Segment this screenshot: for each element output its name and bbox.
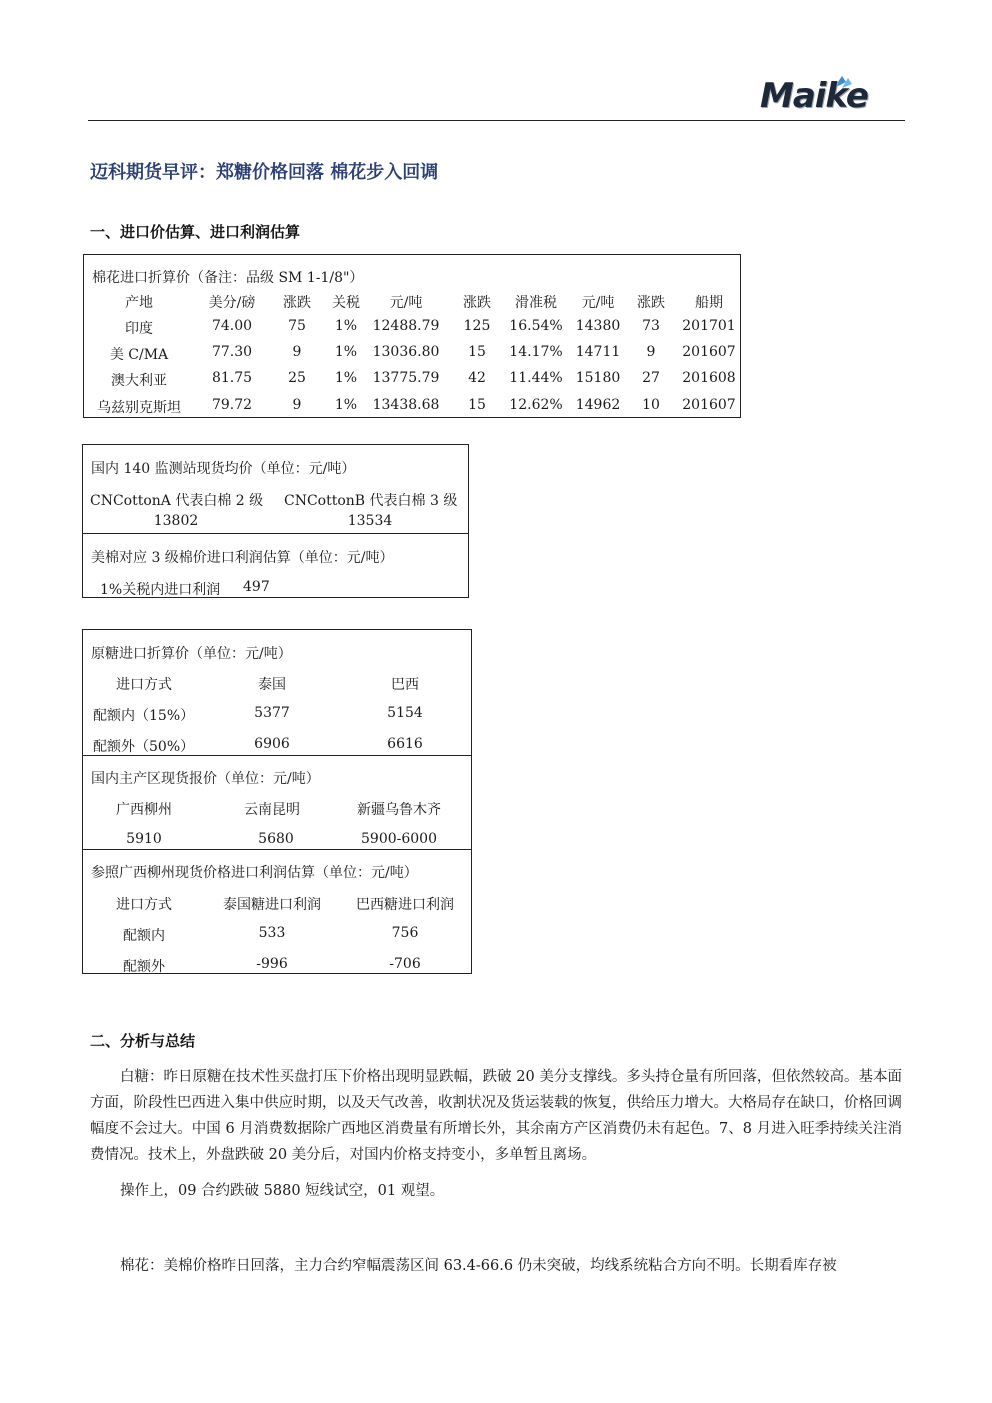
- cotton-import-cell: 25: [288, 370, 306, 386]
- profit-row-value: -996: [256, 956, 288, 972]
- cotton-import-cell: 14.17%: [509, 344, 563, 360]
- cotton-import-cell: 74.00: [211, 318, 253, 334]
- cotton-import-cell: 15180: [575, 370, 621, 386]
- sugar-row-value: 5377: [254, 705, 290, 721]
- cotton-import-cell: 10: [642, 397, 660, 413]
- analysis-cotton-paragraph: 棉花：美棉价格昨日回落，主力合约窄幅震荡区间 63.4-66.6 仍未突破，均线系统粘合方向不明。长期看库存被: [120, 1258, 837, 1274]
- divider: [83, 533, 468, 534]
- cncottona-value: 13802: [153, 513, 199, 529]
- sugar-spot-caption: 国内主产区现货报价（单位：元/吨）: [91, 771, 320, 787]
- cotton-import-cell: 9: [646, 344, 656, 360]
- cotton-import-cell: 201607: [682, 344, 736, 360]
- profit-row-value: -706: [389, 956, 421, 972]
- cotton-import-cell: 12.62%: [509, 397, 563, 413]
- cotton-import-cell: 12488.79: [372, 318, 440, 334]
- cotton-import-header: 美分/磅: [208, 295, 256, 311]
- section-heading-2: 二、分析与总结: [90, 1032, 196, 1050]
- cotton-import-cell: 1%: [334, 370, 358, 386]
- cotton-profit-value: 497: [243, 579, 270, 595]
- sugar-profit-caption: 参照广西柳州现货价格进口利润估算（单位：元/吨）: [91, 865, 418, 881]
- cotton-import-cell: 77.30: [211, 344, 253, 360]
- analysis-sugar-operation: 操作上，09 合约跌破 5880 短线试空，01 观望。: [120, 1183, 445, 1199]
- profit-header-thailand: 泰国糖进口利润: [223, 897, 321, 913]
- cotton-domestic-caption: 国内 140 监测站现货均价（单位：元/吨）: [91, 461, 356, 477]
- cotton-import-header: 产地: [125, 295, 153, 311]
- cncottonb-label: CNCottonB 代表白棉 3 级: [284, 493, 458, 509]
- cotton-import-cell: 81.75: [211, 370, 253, 386]
- sugar-row-value: 6616: [387, 736, 423, 752]
- cotton-import-cell: 13036.80: [372, 344, 440, 360]
- cotton-import-origin: 乌兹别克斯坦: [97, 400, 181, 416]
- profit-row-label: 配额内: [123, 928, 165, 944]
- cotton-import-header: 涨跌: [463, 295, 491, 311]
- header-divider: [88, 120, 905, 121]
- sugar-table: [82, 629, 472, 974]
- cotton-import-cell: 1%: [334, 318, 358, 334]
- cotton-import-cell: 125: [463, 318, 491, 334]
- sugar-header-method: 进口方式: [116, 677, 172, 693]
- divider: [83, 849, 471, 850]
- cotton-import-cell: 14711: [575, 344, 621, 360]
- cotton-import-cell: 14962: [575, 397, 621, 413]
- cotton-import-header: 涨跌: [283, 295, 311, 311]
- logo-text: Maike: [760, 76, 868, 116]
- cotton-import-cell: 201608: [682, 370, 736, 386]
- cotton-import-origin: 澳大利亚: [111, 373, 167, 389]
- cotton-import-origin: 印度: [125, 321, 153, 337]
- spot-value-yunnan: 5680: [258, 831, 294, 847]
- cotton-import-header: 船期: [695, 295, 723, 311]
- cncottonb-value: 13534: [347, 513, 393, 529]
- analysis-sugar-paragraph: 白糖：昨日原糖在技术性买盘打压下价格出现明显跌幅，跌破 20 美分支撑线。多头持仓量有所回落，但依然较高。基本面方面，阶段性巴西进入集中供应时期，以及天气改善，收割状况及货运装载的恢复，供给压力增大。大格局存在缺口，价格回调幅度不会过大。中国 6 月消费数据除广西地区消费量有所增长外，其余南方产区消费仍未有起色。7、8 月进入旺季持续关注消费情况。技术上，外盘跌破 20 美分后，对国内价格支持变小，多单暂且离场。: [90, 1069, 902, 1163]
- spot-header-xinjiang: 新疆乌鲁木齐: [357, 802, 441, 818]
- cotton-import-cell: 42: [468, 370, 486, 386]
- cotton-import-cell: 9: [292, 397, 302, 413]
- cotton-import-header: 涨跌: [637, 295, 665, 311]
- sugar-row-label: 配额内（15%）: [93, 708, 195, 724]
- profit-header-method: 进口方式: [116, 897, 172, 913]
- profit-row-value: 756: [391, 925, 419, 941]
- cotton-import-cell: 27: [642, 370, 660, 386]
- cotton-domestic-table: [82, 444, 469, 598]
- cotton-import-cell: 15: [468, 397, 486, 413]
- cotton-import-header: 元/吨: [389, 295, 423, 311]
- cotton-import-header: 滑准税: [515, 295, 557, 311]
- cotton-import-cell: 11.44%: [509, 370, 563, 386]
- cotton-import-cell: 1%: [334, 397, 358, 413]
- cotton-import-cell: 79.72: [211, 397, 253, 413]
- cotton-import-table: [83, 254, 741, 418]
- profit-row-value: 533: [258, 925, 286, 941]
- spot-header-yunnan: 云南昆明: [244, 802, 300, 818]
- cotton-import-cell: 201607: [682, 397, 736, 413]
- cotton-import-cell: 1%: [334, 344, 358, 360]
- sugar-header-thailand: 泰国: [258, 677, 286, 693]
- cotton-import-cell: 13438.68: [372, 397, 440, 413]
- spot-header-guangxi: 广西柳州: [116, 802, 172, 818]
- cotton-profit-caption: 美棉对应 3 级棉价进口利润估算（单位：元/吨）: [91, 550, 394, 566]
- page-title: 迈科期货早评：郑糖价格回落 棉花步入回调: [90, 162, 439, 183]
- spot-value-guangxi: 5910: [126, 831, 162, 847]
- cotton-import-cell: 15: [468, 344, 486, 360]
- section-heading-1: 一、进口价估算、进口利润估算: [90, 223, 301, 241]
- sugar-row-value: 6906: [254, 736, 290, 752]
- cotton-import-cell: 13775.79: [372, 370, 440, 386]
- cotton-import-origin: 美 C/MA: [109, 347, 169, 363]
- sugar-header-brazil: 巴西: [391, 677, 419, 693]
- cotton-import-cell: 9: [292, 344, 302, 360]
- cotton-import-cell: 16.54%: [509, 318, 563, 334]
- cotton-import-cell: 73: [642, 318, 660, 334]
- cotton-import-header: 元/吨: [581, 295, 615, 311]
- cotton-profit-label: 1%关税内进口利润: [100, 582, 221, 598]
- profit-row-label: 配额外: [123, 959, 165, 975]
- spot-value-xinjiang: 5900-6000: [361, 831, 437, 847]
- sugar-import-caption: 原糖进口折算价（单位：元/吨）: [91, 646, 292, 662]
- maike-logo: [760, 74, 900, 120]
- cotton-import-header: 关税: [332, 295, 360, 311]
- cotton-import-cell: 201701: [682, 318, 736, 334]
- cotton-import-caption: 棉花进口折算价（备注：品级 SM 1-1/8"）: [92, 270, 364, 286]
- divider: [83, 755, 471, 756]
- cotton-import-cell: 14380: [575, 318, 621, 334]
- sugar-row-value: 5154: [387, 705, 423, 721]
- cotton-import-cell: 75: [288, 318, 306, 334]
- cncottona-label: CNCottonA 代表白棉 2 级: [90, 493, 264, 509]
- sugar-row-label: 配额外（50%）: [93, 739, 195, 755]
- profit-header-brazil: 巴西糖进口利润: [356, 897, 454, 913]
